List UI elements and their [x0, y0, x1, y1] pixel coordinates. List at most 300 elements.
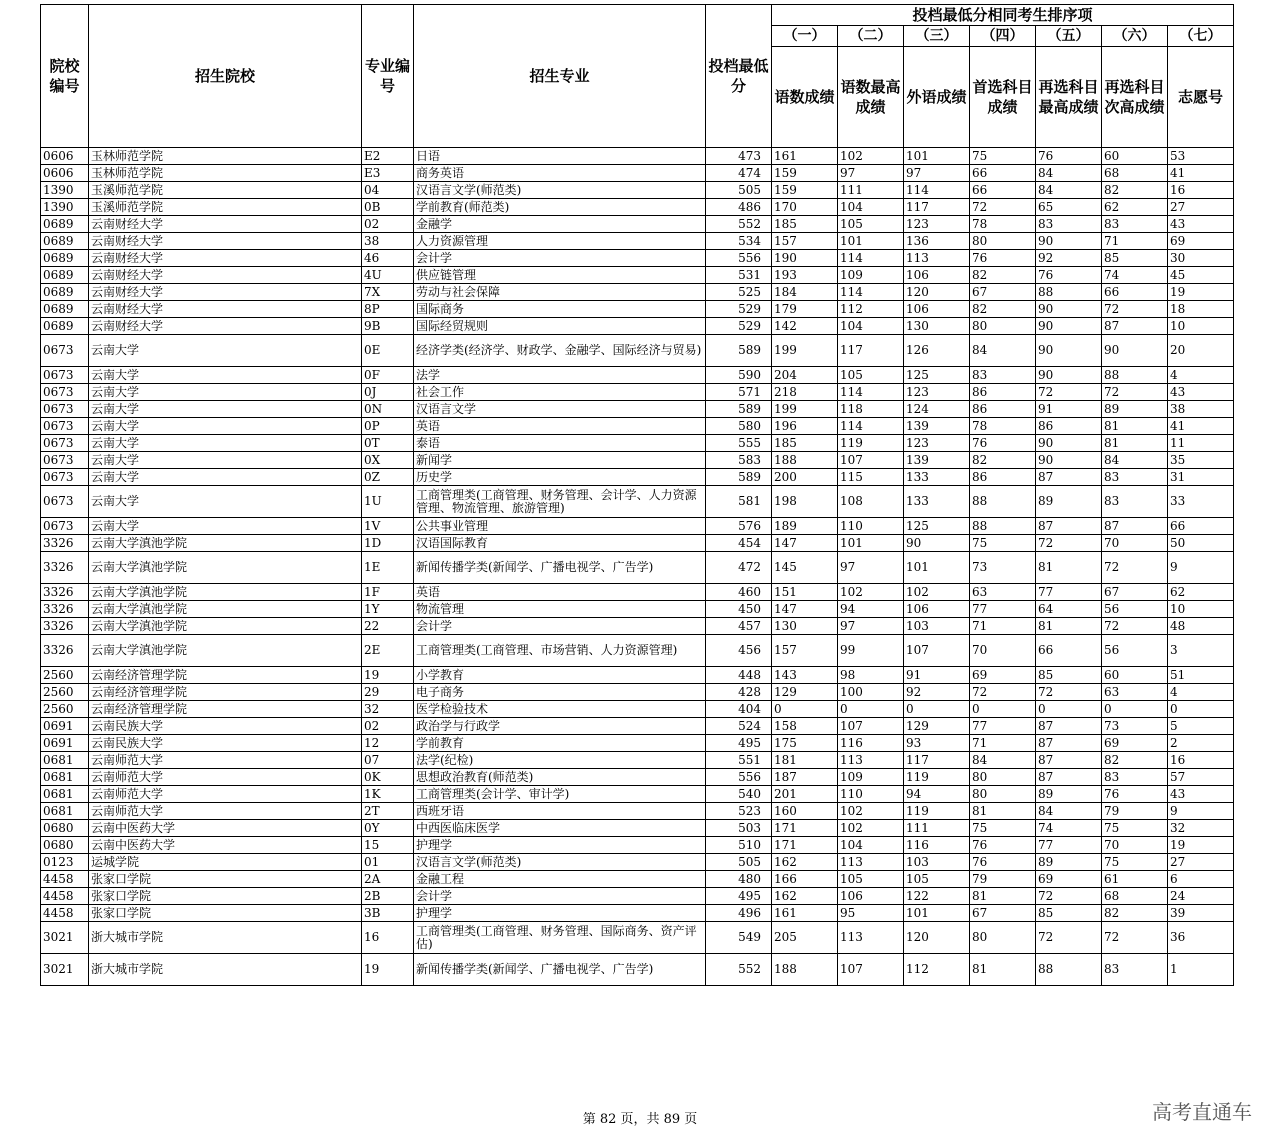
cell-major-code: 1F: [362, 584, 414, 601]
cell-major-code: 2E: [362, 635, 414, 667]
cell-first-subject: 81: [970, 803, 1036, 820]
cell-school-code: 2560: [41, 667, 89, 684]
cell-major-code: 38: [362, 233, 414, 250]
table-row: [41, 552, 1234, 584]
cell-major-name: 工商管理类(工商管理、财务管理、国际商务、资产评估): [414, 922, 706, 954]
cell-min-score: 473: [706, 148, 772, 165]
cell-preference-number: 35: [1168, 452, 1234, 469]
cell-elective-max: 90: [1036, 367, 1102, 384]
header-tiebreak-num: （一）: [772, 26, 838, 47]
cell-foreign-language: 112: [904, 954, 970, 986]
cell-min-score: 576: [706, 518, 772, 535]
cell-elective-second: 75: [1102, 820, 1168, 837]
cell-chinese-math-score: 199: [772, 335, 838, 367]
cell-chinese-math-max: 112: [838, 301, 904, 318]
cell-major-name: 泰语: [414, 435, 706, 452]
cell-chinese-math-score: 185: [772, 216, 838, 233]
cell-major-name: 法学: [414, 367, 706, 384]
cell-elective-second: 66: [1102, 284, 1168, 301]
header-school: 招生院校: [89, 5, 362, 148]
cell-preference-number: 10: [1168, 601, 1234, 618]
table-row: [41, 618, 1234, 635]
cell-preference-number: 43: [1168, 786, 1234, 803]
cell-chinese-math-score: 0: [772, 701, 838, 718]
cell-major-code: 12: [362, 735, 414, 752]
table-row: [41, 486, 1234, 518]
cell-foreign-language: 92: [904, 684, 970, 701]
cell-preference-number: 30: [1168, 250, 1234, 267]
table-row: [41, 601, 1234, 618]
cell-first-subject: 78: [970, 418, 1036, 435]
cell-chinese-math-max: 100: [838, 684, 904, 701]
cell-school-code: 4458: [41, 905, 89, 922]
cell-elective-max: 84: [1036, 803, 1102, 820]
cell-school-code: 3326: [41, 552, 89, 584]
cell-school-name: 云南中医药大学: [89, 837, 362, 854]
cell-elective-max: 87: [1036, 752, 1102, 769]
cell-major-code: 0F: [362, 367, 414, 384]
cell-chinese-math-max: 101: [838, 233, 904, 250]
cell-foreign-language: 120: [904, 284, 970, 301]
cell-foreign-language: 123: [904, 384, 970, 401]
cell-school-code: 0689: [41, 216, 89, 233]
cell-first-subject: 71: [970, 735, 1036, 752]
cell-major-code: 1U: [362, 486, 414, 518]
cell-school-name: 云南财经大学: [89, 318, 362, 335]
cell-first-subject: 82: [970, 452, 1036, 469]
table-row: [41, 469, 1234, 486]
cell-major-name: 人力资源管理: [414, 233, 706, 250]
cell-min-score: 534: [706, 233, 772, 250]
cell-school-code: 1390: [41, 182, 89, 199]
cell-elective-max: 65: [1036, 199, 1102, 216]
cell-school-code: 0689: [41, 250, 89, 267]
cell-major-name: 供应链管理: [414, 267, 706, 284]
cell-preference-number: 16: [1168, 182, 1234, 199]
cell-school-name: 云南经济管理学院: [89, 701, 362, 718]
cell-chinese-math-score: 188: [772, 452, 838, 469]
cell-elective-second: 89: [1102, 401, 1168, 418]
cell-chinese-math-score: 205: [772, 922, 838, 954]
cell-school-code: 0673: [41, 401, 89, 418]
cell-major-code: 8P: [362, 301, 414, 318]
cell-first-subject: 72: [970, 684, 1036, 701]
cell-foreign-language: 124: [904, 401, 970, 418]
cell-major-code: 9B: [362, 318, 414, 335]
cell-chinese-math-score: 181: [772, 752, 838, 769]
cell-min-score: 589: [706, 335, 772, 367]
table-row: [41, 401, 1234, 418]
table-row: [41, 250, 1234, 267]
cell-major-code: 01: [362, 854, 414, 871]
table-row: [41, 684, 1234, 701]
cell-major-code: E3: [362, 165, 414, 182]
cell-min-score: 590: [706, 367, 772, 384]
cell-chinese-math-score: 157: [772, 635, 838, 667]
cell-school-name: 云南财经大学: [89, 216, 362, 233]
cell-first-subject: 72: [970, 199, 1036, 216]
cell-chinese-math-score: 151: [772, 584, 838, 601]
cell-school-name: 云南大学滇池学院: [89, 601, 362, 618]
header-first-subject: 首选科目成绩: [970, 47, 1036, 148]
cell-major-name: 电子商务: [414, 684, 706, 701]
cell-school-code: 3326: [41, 584, 89, 601]
cell-chinese-math-score: 193: [772, 267, 838, 284]
cell-chinese-math-score: 188: [772, 954, 838, 986]
cell-major-name: 汉语言文学(师范类): [414, 854, 706, 871]
cell-preference-number: 10: [1168, 318, 1234, 335]
table-row: [41, 267, 1234, 284]
cell-first-subject: 78: [970, 216, 1036, 233]
cell-foreign-language: 106: [904, 267, 970, 284]
cell-school-code: 0691: [41, 735, 89, 752]
cell-major-code: 46: [362, 250, 414, 267]
cell-foreign-language: 133: [904, 486, 970, 518]
cell-min-score: 540: [706, 786, 772, 803]
cell-major-code: 1K: [362, 786, 414, 803]
cell-first-subject: 80: [970, 318, 1036, 335]
cell-major-code: 7X: [362, 284, 414, 301]
cell-major-name: 工商管理类(工商管理、市场营销、人力资源管理): [414, 635, 706, 667]
header-tiebreak-num: （二）: [838, 26, 904, 47]
cell-elective-second: 67: [1102, 584, 1168, 601]
cell-chinese-math-max: 114: [838, 384, 904, 401]
cell-chinese-math-max: 105: [838, 871, 904, 888]
cell-elective-max: 0: [1036, 701, 1102, 718]
cell-chinese-math-score: 166: [772, 871, 838, 888]
cell-elective-second: 85: [1102, 250, 1168, 267]
cell-school-name: 云南大学: [89, 486, 362, 518]
table-row: [41, 284, 1234, 301]
cell-major-name: 小学教育: [414, 667, 706, 684]
cell-chinese-math-max: 97: [838, 165, 904, 182]
cell-first-subject: 71: [970, 618, 1036, 635]
cell-foreign-language: 117: [904, 752, 970, 769]
table-row: [41, 888, 1234, 905]
cell-first-subject: 81: [970, 954, 1036, 986]
cell-chinese-math-score: 190: [772, 250, 838, 267]
cell-school-name: 云南大学: [89, 384, 362, 401]
cell-school-code: 0689: [41, 318, 89, 335]
header-tiebreak-num: （七）: [1168, 26, 1234, 47]
cell-elective-second: 81: [1102, 418, 1168, 435]
cell-chinese-math-score: 185: [772, 435, 838, 452]
cell-school-name: 云南大学滇池学院: [89, 618, 362, 635]
cell-elective-second: 70: [1102, 837, 1168, 854]
cell-preference-number: 2: [1168, 735, 1234, 752]
cell-elective-second: 72: [1102, 552, 1168, 584]
table-row: [41, 452, 1234, 469]
table-row: [41, 199, 1234, 216]
cell-school-code: 0689: [41, 301, 89, 318]
cell-foreign-language: 106: [904, 601, 970, 618]
cell-major-code: 2B: [362, 888, 414, 905]
cell-major-name: 新闻学: [414, 452, 706, 469]
table-row: [41, 667, 1234, 684]
cell-chinese-math-max: 102: [838, 584, 904, 601]
cell-chinese-math-score: 175: [772, 735, 838, 752]
cell-major-name: 会计学: [414, 250, 706, 267]
table-row: [41, 518, 1234, 535]
cell-school-name: 云南民族大学: [89, 735, 362, 752]
cell-major-code: 4U: [362, 267, 414, 284]
cell-elective-second: 83: [1102, 769, 1168, 786]
cell-preference-number: 69: [1168, 233, 1234, 250]
cell-elective-max: 90: [1036, 318, 1102, 335]
cell-school-code: 0680: [41, 820, 89, 837]
cell-chinese-math-max: 119: [838, 435, 904, 452]
cell-major-name: 国际经贸规则: [414, 318, 706, 335]
cell-elective-second: 74: [1102, 267, 1168, 284]
cell-elective-second: 56: [1102, 635, 1168, 667]
cell-chinese-math-max: 102: [838, 803, 904, 820]
cell-min-score: 457: [706, 618, 772, 635]
cell-elective-max: 69: [1036, 871, 1102, 888]
cell-major-code: 19: [362, 667, 414, 684]
cell-first-subject: 76: [970, 435, 1036, 452]
cell-chinese-math-score: 161: [772, 148, 838, 165]
cell-elective-max: 72: [1036, 384, 1102, 401]
cell-elective-second: 81: [1102, 435, 1168, 452]
header-preference-number: 志愿号: [1168, 47, 1234, 148]
table-row: [41, 335, 1234, 367]
table-row: [41, 435, 1234, 452]
cell-foreign-language: 125: [904, 518, 970, 535]
cell-preference-number: 41: [1168, 165, 1234, 182]
header-chinese-math-score: 语数成绩: [772, 47, 838, 148]
cell-chinese-math-score: 142: [772, 318, 838, 335]
cell-chinese-math-score: 143: [772, 667, 838, 684]
cell-elective-max: 90: [1036, 233, 1102, 250]
cell-elective-max: 89: [1036, 486, 1102, 518]
cell-elective-second: 82: [1102, 182, 1168, 199]
cell-elective-max: 88: [1036, 284, 1102, 301]
cell-elective-max: 91: [1036, 401, 1102, 418]
cell-elective-max: 84: [1036, 165, 1102, 182]
cell-min-score: 460: [706, 584, 772, 601]
cell-major-code: 0E: [362, 335, 414, 367]
cell-preference-number: 20: [1168, 335, 1234, 367]
cell-school-name: 云南财经大学: [89, 301, 362, 318]
cell-elective-max: 85: [1036, 667, 1102, 684]
cell-elective-max: 89: [1036, 854, 1102, 871]
cell-preference-number: 9: [1168, 552, 1234, 584]
cell-school-code: 0673: [41, 452, 89, 469]
cell-chinese-math-score: 129: [772, 684, 838, 701]
table-row: [41, 418, 1234, 435]
table-row: [41, 854, 1234, 871]
cell-elective-second: 70: [1102, 535, 1168, 552]
cell-major-code: 07: [362, 752, 414, 769]
cell-foreign-language: 116: [904, 837, 970, 854]
table-row: [41, 735, 1234, 752]
cell-school-code: 0673: [41, 435, 89, 452]
cell-foreign-language: 113: [904, 250, 970, 267]
cell-school-name: 张家口学院: [89, 905, 362, 922]
cell-school-name: 玉林师范学院: [89, 165, 362, 182]
table-row: [41, 233, 1234, 250]
cell-elective-second: 72: [1102, 618, 1168, 635]
cell-preference-number: 53: [1168, 148, 1234, 165]
cell-school-code: 3021: [41, 922, 89, 954]
cell-elective-max: 72: [1036, 535, 1102, 552]
cell-min-score: 529: [706, 318, 772, 335]
cell-min-score: 581: [706, 486, 772, 518]
cell-foreign-language: 139: [904, 452, 970, 469]
cell-school-code: 4458: [41, 888, 89, 905]
cell-chinese-math-max: 95: [838, 905, 904, 922]
header-tiebreak-num: （五）: [1036, 26, 1102, 47]
cell-school-name: 玉溪师范学院: [89, 182, 362, 199]
cell-chinese-math-score: 147: [772, 601, 838, 618]
table-row: [41, 148, 1234, 165]
cell-preference-number: 11: [1168, 435, 1234, 452]
cell-preference-number: 41: [1168, 418, 1234, 435]
cell-major-name: 公共事业管理: [414, 518, 706, 535]
cell-elective-second: 76: [1102, 786, 1168, 803]
cell-elective-second: 83: [1102, 486, 1168, 518]
cell-min-score: 404: [706, 701, 772, 718]
cell-elective-max: 87: [1036, 718, 1102, 735]
table-row: [41, 165, 1234, 182]
cell-school-name: 云南大学: [89, 435, 362, 452]
cell-school-name: 云南大学: [89, 518, 362, 535]
cell-elective-max: 76: [1036, 148, 1102, 165]
cell-foreign-language: 119: [904, 769, 970, 786]
cell-foreign-language: 106: [904, 301, 970, 318]
cell-min-score: 450: [706, 601, 772, 618]
cell-major-name: 汉语国际教育: [414, 535, 706, 552]
cell-preference-number: 66: [1168, 518, 1234, 535]
table-row: [41, 367, 1234, 384]
cell-first-subject: 76: [970, 837, 1036, 854]
cell-chinese-math-score: 218: [772, 384, 838, 401]
cell-min-score: 480: [706, 871, 772, 888]
cell-school-name: 云南大学: [89, 367, 362, 384]
cell-foreign-language: 101: [904, 905, 970, 922]
cell-chinese-math-score: 201: [772, 786, 838, 803]
cell-elective-second: 69: [1102, 735, 1168, 752]
cell-preference-number: 24: [1168, 888, 1234, 905]
header-tiebreak-num: （三）: [904, 26, 970, 47]
cell-min-score: 529: [706, 301, 772, 318]
cell-preference-number: 31: [1168, 469, 1234, 486]
cell-foreign-language: 101: [904, 552, 970, 584]
cell-school-code: 0123: [41, 854, 89, 871]
cell-preference-number: 38: [1168, 401, 1234, 418]
cell-elective-second: 60: [1102, 667, 1168, 684]
cell-preference-number: 43: [1168, 384, 1234, 401]
cell-major-name: 护理学: [414, 837, 706, 854]
cell-preference-number: 3: [1168, 635, 1234, 667]
cell-school-code: 3021: [41, 954, 89, 986]
cell-first-subject: 86: [970, 384, 1036, 401]
header-chinese-math-max: 语数最高成绩: [838, 47, 904, 148]
cell-chinese-math-score: 162: [772, 854, 838, 871]
cell-first-subject: 75: [970, 820, 1036, 837]
cell-min-score: 552: [706, 216, 772, 233]
cell-chinese-math-score: 160: [772, 803, 838, 820]
cell-preference-number: 1: [1168, 954, 1234, 986]
cell-chinese-math-score: 184: [772, 284, 838, 301]
cell-school-name: 云南中医药大学: [89, 820, 362, 837]
cell-preference-number: 57: [1168, 769, 1234, 786]
cell-chinese-math-max: 102: [838, 820, 904, 837]
cell-elective-max: 92: [1036, 250, 1102, 267]
cell-school-name: 云南经济管理学院: [89, 667, 362, 684]
cell-preference-number: 4: [1168, 367, 1234, 384]
cell-elective-second: 87: [1102, 518, 1168, 535]
cell-major-code: 2A: [362, 871, 414, 888]
cell-school-code: 2560: [41, 684, 89, 701]
cell-chinese-math-max: 104: [838, 837, 904, 854]
header-elective-second: 再选科目次高成绩: [1102, 47, 1168, 148]
cell-first-subject: 66: [970, 165, 1036, 182]
cell-chinese-math-max: 111: [838, 182, 904, 199]
cell-chinese-math-max: 107: [838, 954, 904, 986]
cell-chinese-math-score: 161: [772, 905, 838, 922]
cell-major-name: 西班牙语: [414, 803, 706, 820]
cell-school-code: 0673: [41, 418, 89, 435]
cell-school-code: 0689: [41, 284, 89, 301]
cell-chinese-math-score: 171: [772, 837, 838, 854]
cell-elective-max: 83: [1036, 216, 1102, 233]
cell-chinese-math-score: 199: [772, 401, 838, 418]
cell-chinese-math-score: 179: [772, 301, 838, 318]
cell-elective-second: 73: [1102, 718, 1168, 735]
cell-school-name: 运城学院: [89, 854, 362, 871]
table-row: [41, 301, 1234, 318]
cell-elective-max: 87: [1036, 735, 1102, 752]
cell-school-name: 云南大学: [89, 469, 362, 486]
cell-chinese-math-max: 94: [838, 601, 904, 618]
cell-school-code: 3326: [41, 635, 89, 667]
cell-major-code: 0B: [362, 199, 414, 216]
cell-elective-max: 72: [1036, 922, 1102, 954]
cell-min-score: 496: [706, 905, 772, 922]
cell-first-subject: 75: [970, 535, 1036, 552]
cell-chinese-math-max: 109: [838, 267, 904, 284]
cell-school-code: 0689: [41, 233, 89, 250]
cell-preference-number: 33: [1168, 486, 1234, 518]
cell-elective-max: 84: [1036, 182, 1102, 199]
cell-elective-second: 87: [1102, 318, 1168, 335]
cell-elective-max: 90: [1036, 435, 1102, 452]
page-number: 第 82 页，共 89 页: [582, 1112, 698, 1127]
cell-elective-max: 86: [1036, 418, 1102, 435]
cell-min-score: 589: [706, 469, 772, 486]
cell-elective-max: 87: [1036, 469, 1102, 486]
cell-major-name: 中西医临床医学: [414, 820, 706, 837]
table-row: [41, 871, 1234, 888]
cell-elective-max: 81: [1036, 552, 1102, 584]
cell-preference-number: 45: [1168, 267, 1234, 284]
cell-chinese-math-score: 204: [772, 367, 838, 384]
cell-first-subject: 69: [970, 667, 1036, 684]
cell-major-code: 3B: [362, 905, 414, 922]
cell-foreign-language: 126: [904, 335, 970, 367]
cell-foreign-language: 101: [904, 148, 970, 165]
cell-elective-second: 56: [1102, 601, 1168, 618]
cell-foreign-language: 111: [904, 820, 970, 837]
cell-foreign-language: 133: [904, 469, 970, 486]
table-row: [41, 216, 1234, 233]
cell-major-name: 国际商务: [414, 301, 706, 318]
cell-foreign-language: 125: [904, 367, 970, 384]
cell-first-subject: 70: [970, 635, 1036, 667]
cell-school-name: 云南财经大学: [89, 267, 362, 284]
cell-first-subject: 76: [970, 854, 1036, 871]
